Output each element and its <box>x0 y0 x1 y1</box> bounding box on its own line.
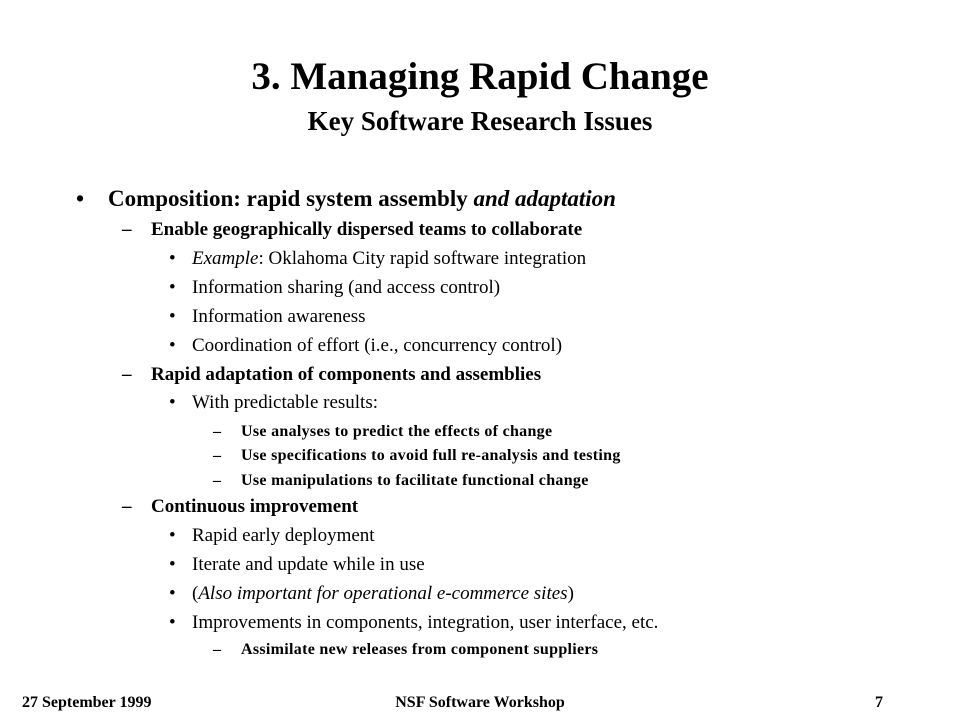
paren-open: ( <box>192 583 199 604</box>
bullet-text <box>108 184 616 214</box>
item-text: Coordination of effort (i.e., concurrency control) <box>192 335 563 356</box>
footer-event: NSF Software Workshop <box>395 694 565 711</box>
dash-marker: – <box>213 423 222 440</box>
subheading-text: Rapid adaptation of components and assemblies <box>151 364 542 385</box>
subitem-text: Use specifications to avoid full re-analysis and testing <box>241 447 621 464</box>
item-text: Information sharing (and access control) <box>192 277 501 298</box>
item-text: Rapid early deployment <box>192 525 375 546</box>
subitem-text: Assimilate new releases from component suppliers <box>241 641 599 658</box>
bullet-marker: • <box>169 306 176 327</box>
slide-title: 3. Managing Rapid Change <box>251 55 709 98</box>
subheading-text: Enable geographically dispersed teams to collaborate <box>151 219 583 240</box>
bullet-marker: • <box>169 248 176 269</box>
bullet-marker: • <box>76 186 85 211</box>
dash-marker: – <box>213 641 222 658</box>
dash-marker: – <box>122 364 132 385</box>
item-text: Iterate and update while in use <box>192 554 425 575</box>
bullet-marker: • <box>169 335 176 356</box>
item-text <box>192 581 574 607</box>
item-text <box>192 246 586 272</box>
example-label: Example <box>192 248 259 269</box>
dash-marker: – <box>122 219 132 240</box>
footer-date: 27 September 1999 <box>22 694 152 711</box>
footer-page-number: 7 <box>875 694 883 711</box>
bullet-marker: • <box>169 612 176 633</box>
bullet-marker: • <box>169 554 176 575</box>
bullet-marker: • <box>169 525 176 546</box>
bullet-marker: • <box>169 583 176 604</box>
item-text: Improvements in components, integration, user interface, etc. <box>192 612 659 633</box>
dash-marker: – <box>122 496 132 517</box>
slide-subtitle: Key Software Research Issues <box>307 106 653 136</box>
bullet-marker: • <box>169 277 176 298</box>
item-text: With predictable results: <box>192 392 379 413</box>
composition-italic-text: and adaptation <box>473 186 616 211</box>
dash-marker: – <box>213 447 222 464</box>
bullet-marker: • <box>169 392 176 413</box>
dash-marker: – <box>213 472 222 489</box>
subitem-text: Use analyses to predict the effects of change <box>241 423 553 440</box>
composition-text: Composition: rapid system assembly <box>108 186 474 211</box>
example-text: : Oklahoma City rapid software integration <box>258 248 587 269</box>
item-text: Information awareness <box>192 306 366 327</box>
paren-close: ) <box>567 583 574 604</box>
subheading-text: Continuous improvement <box>151 496 359 517</box>
subitem-text: Use manipulations to facilitate functional change <box>241 472 589 489</box>
ecommerce-italic-text: Also important for operational e-commerce sites <box>198 583 568 604</box>
